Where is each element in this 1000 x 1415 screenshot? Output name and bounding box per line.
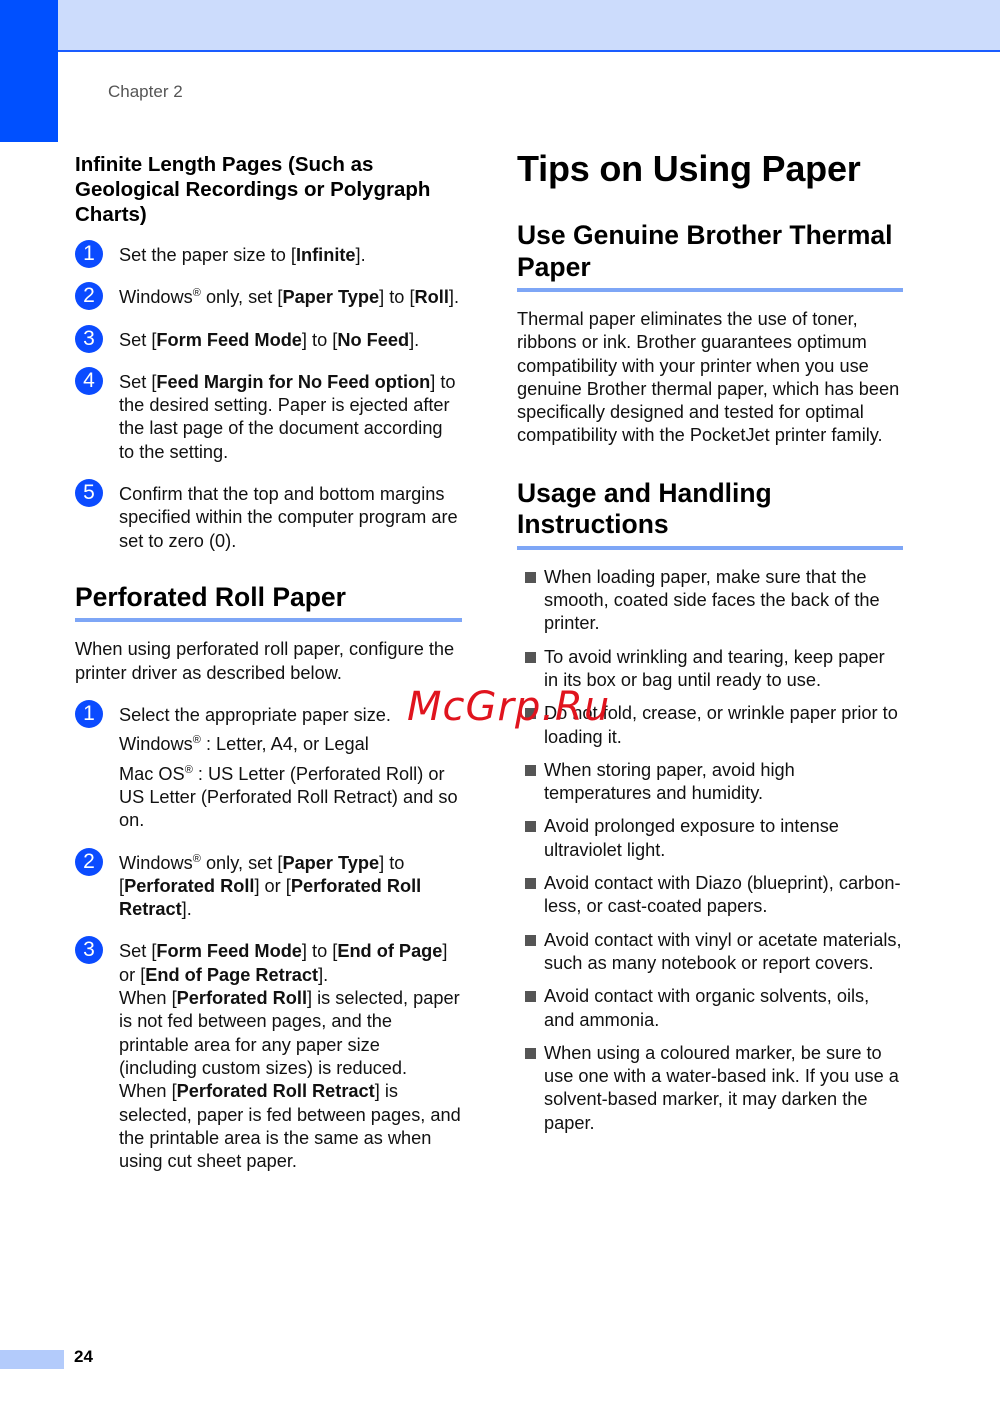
usage-item [525,929,903,976]
usage-item-text: Avoid contact with organic solvents, oils, and ammonia. [544,986,870,1030]
perforated-intro: When using perforated roll paper, configure the printer driver as described below. [75,639,455,683]
step-text: Windows® only, set [Paper Type] to [Roll]. [119,287,459,308]
usage-item-text: Avoid contact with vinyl or acetate materials, such as many notebook or report covers. [544,929,902,973]
square-bullet-icon [525,765,536,776]
square-bullet-icon [525,821,536,832]
step-number-badge: 4 [75,367,103,395]
step-item [75,849,462,922]
usage-item [525,872,903,919]
step-number-badge: 1 [75,700,103,728]
usage-item-text: When storing paper, avoid high temperatures and humidity. [544,759,795,804]
page-title: Tips on Using Paper [517,148,861,189]
usage-heading: Usage and Handling Instructions [517,478,903,550]
watermark: McGrp.Ru [407,684,611,730]
usage-item [525,985,903,1032]
step-text: Set the paper size to [Infinite]. [119,245,366,265]
chapter-tab [0,0,58,142]
step-item [75,704,462,832]
genuine-body: Thermal paper eliminates the use of toner, ribbons or ink. Brother guarantees optimum compatibility with your printer when you use genuine Brother thermal paper, which has been specifically designed and tested for optimal compatibility with the PocketJet printer family. [517,309,900,446]
perforated-steps-list [75,704,462,1173]
square-bullet-icon [525,572,536,583]
usage-item [525,815,903,862]
footer-bar [0,1350,64,1369]
step-text: Set [Form Feed Mode] to [No Feed]. [119,329,420,350]
step-number-badge: 5 [75,479,103,507]
step-text: Windows® : Letter, A4, or Legal [119,734,369,755]
step-text: Select the appropriate paper size. [119,705,391,726]
usage-item-text: When using a coloured marker, be sure to use one with a water-based ink. If you use a solvent-based marker, it may darken the paper. [544,1042,899,1133]
step-text: Confirm that the top and bottom margins specified within the computer program are set to zero (0). [119,484,458,551]
usage-list [525,566,903,1135]
usage-item [525,1042,903,1135]
usage-item [525,759,903,806]
step-text: When [Perforated Roll] is selected, paper is not fed between pages, and the printable area for any paper size (including custom sizes) is reduced. [119,988,460,1078]
square-bullet-icon [525,1048,536,1059]
square-bullet-icon [525,935,536,946]
step-item [75,244,462,267]
step-text: When [Perforated Roll Retract] is selected, paper is fed between pages, and the printable area is the same as when using cut sheet paper. [119,1081,461,1172]
step-item [75,940,462,1173]
usage-item-text: Avoid contact with Diazo (blueprint), carbon-less, or cast-coated papers. [544,873,901,917]
header-band [0,0,1000,52]
step-number-badge: 2 [75,282,103,310]
step-item [75,286,462,309]
infinite-steps-list [75,244,462,553]
perforated-heading: Perforated Roll Paper [75,582,462,623]
chapter-label: Chapter 2 [108,82,183,101]
step-text: Set [Feed Margin for No Feed option] to the desired setting. Paper is ejected after the last page of the document according to the setting. [119,371,456,462]
step-number-badge: 3 [75,325,103,353]
step-text: Set [Form Feed Mode] to [End of Page] or [End of Page Retract]. [119,941,448,985]
usage-item-text: When loading paper, make sure that the smooth, coated side faces the back of the printer. [544,566,880,634]
step-text: Windows® only, set [Paper Type] to [Perforated Roll] or [Perforated Roll Retract]. [119,852,422,920]
square-bullet-icon [525,652,536,663]
step-item [75,483,462,553]
usage-item-text: Avoid prolonged exposure to intense ultraviolet light. [544,816,839,860]
usage-item-text: Do not fold, crease, or wrinkle paper prior to loading it. [544,703,898,747]
step-text: Mac OS® : US Letter (Perforated Roll) or US Letter (Perforated Roll Retract) and so on. [119,763,458,831]
step-item [75,368,462,464]
step-number-badge: 2 [75,848,103,876]
genuine-heading: Use Genuine Brother Thermal Paper [517,220,903,292]
left-column [75,152,462,1192]
page-number: 24 [74,1347,93,1366]
step-item [75,326,462,352]
square-bullet-icon [525,878,536,889]
usage-item [525,566,903,636]
square-bullet-icon [525,991,536,1002]
step-number-badge: 1 [75,240,103,268]
step-number-badge: 3 [75,936,103,964]
right-column [517,148,903,1145]
usage-item-text: To avoid wrinkling and tearing, keep paper in its box or bag until ready to use. [544,646,885,690]
infinite-heading: Infinite Length Pages (Such as Geological Recordings or Polygraph Charts) [75,153,431,226]
